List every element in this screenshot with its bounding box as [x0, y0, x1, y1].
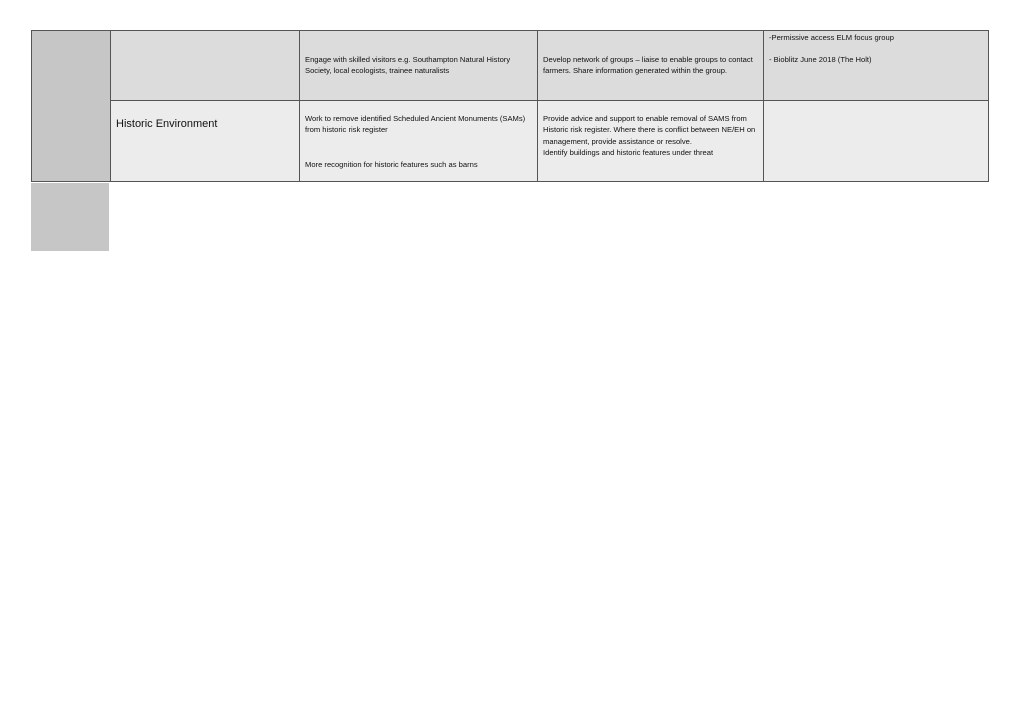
theme-label	[111, 31, 299, 47]
objective-cell	[300, 31, 538, 101]
table-row	[32, 31, 989, 101]
objective-cell	[300, 101, 538, 182]
action-text: Provide advice and support to enable removal of SAMS from Historic risk register. Where there is conflict between NE/EH on management, provide assistance or resolve.	[543, 114, 756, 146]
progress-text: -Permissive access ELM focus group	[769, 33, 894, 42]
theme-cell	[111, 31, 300, 101]
objective-text: Work to remove identified Scheduled Ancient Monuments (SAMs) from historic risk register	[305, 114, 526, 135]
progress-cell	[764, 31, 989, 101]
group-column-cell	[32, 31, 111, 182]
action-text: Identify buildings and historic features under threat	[543, 148, 714, 158]
table-row	[32, 101, 989, 182]
action-text: Develop network of groups – liaise to enable groups to contact farmers. Share information generated within the group.	[543, 55, 753, 76]
group-column-continuation	[31, 183, 109, 251]
objective-text: Engage with skilled visitors e.g. Southampton Natural History Society, local ecologists, trainee naturalists	[305, 55, 511, 76]
action-cell	[538, 31, 764, 101]
theme-label: Historic Environment	[116, 118, 218, 130]
progress-cell	[764, 101, 989, 182]
progress-text: - Bioblitz June 2018 (The Holt)	[769, 55, 872, 65]
document-table	[31, 30, 989, 182]
action-cell	[538, 101, 764, 182]
theme-cell	[111, 101, 300, 182]
objective-text: More recognition for historic features such as barns	[305, 159, 478, 169]
